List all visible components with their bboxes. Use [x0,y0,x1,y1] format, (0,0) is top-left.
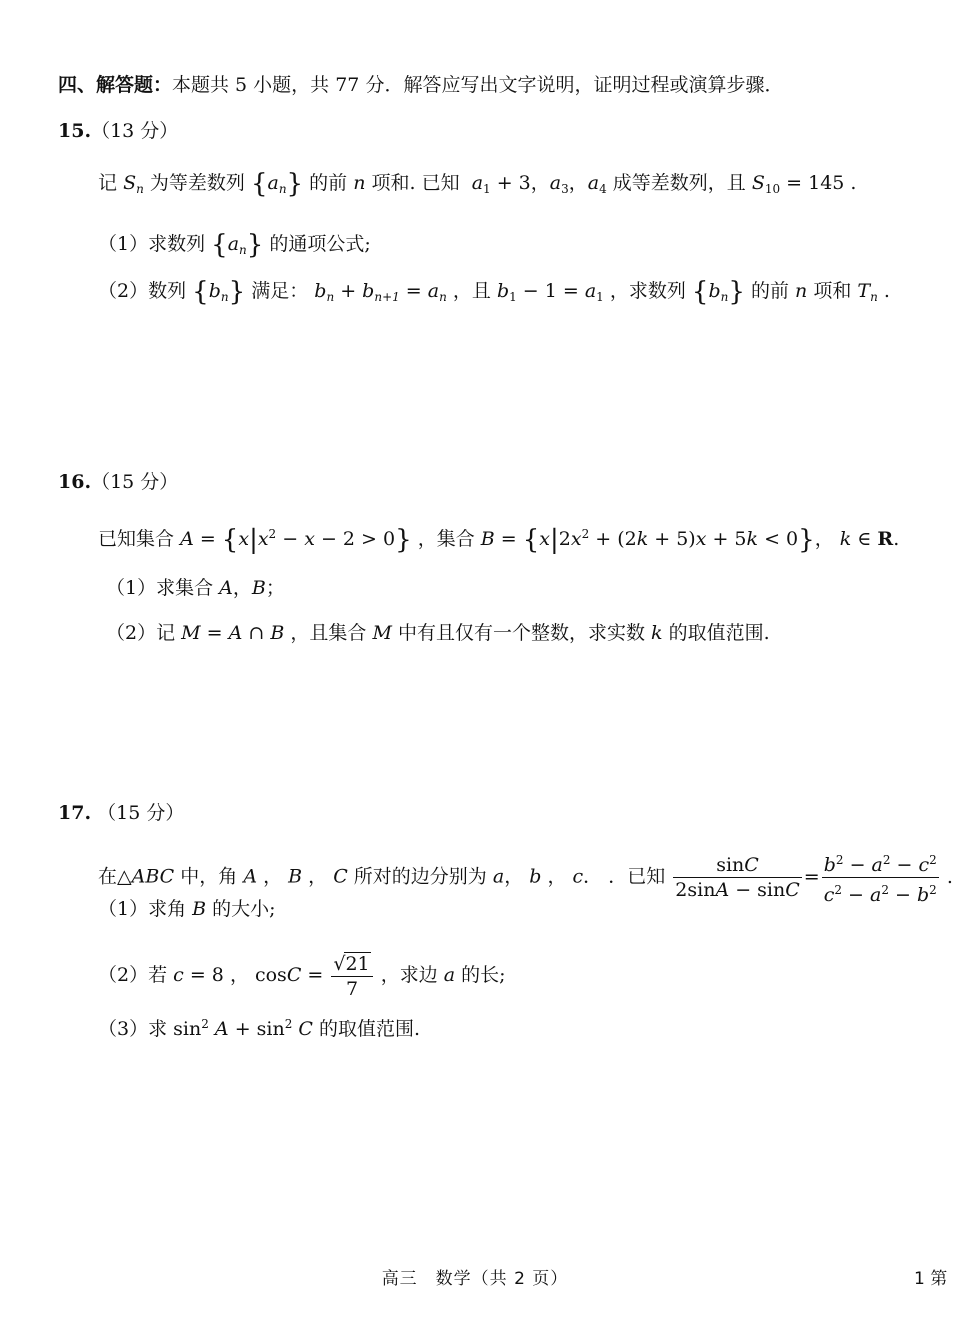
math-M: M = A ∩ B [181,622,285,644]
q17-stem-text: 在△ [98,865,132,888]
part-text: 求角 [148,898,187,920]
math-AB: A，B； [219,577,285,599]
part-text: 求数列 [148,233,206,255]
math-angles: A ， B ， C [243,865,348,888]
section-intro: 本题共 5 小题，共 77 分．解答应写出文字说明，证明过程或演算步骤． [172,74,784,96]
part-text: 的前 [750,280,789,302]
section-title: 四、解答题： [58,74,173,96]
math-bn-set: $\{b_n\}$ [691,277,745,307]
part-text: 的大小; [212,898,276,920]
q15-number: 15. [58,120,92,142]
q17-stem-text: 所对的边分别为 [353,865,487,888]
part-text: ，求边 [380,964,438,986]
part-text: 记 [156,622,176,644]
q16-stem-text: 已知集合 [98,528,175,550]
math-terms: $a_1 + 3$，$a_3$，$a_4$ [471,172,607,196]
q16-stem [98,521,899,553]
part-text: 项和 [813,280,852,302]
part-text: 满足： [251,280,309,302]
q17-part2 [98,952,506,1000]
page-footer: 高三 数学（共 2 页） [381,1269,569,1289]
part-text: 若 [148,964,168,986]
math-given-ratio: $\frac{\sin C}{2\sin A - \sin C}$ = $\frac{b^2 - a^2 - c^2}{c^2 - a^2 - b^2}$ . [671,866,953,888]
section-heading [58,72,783,98]
part-text: ，求数列 [609,280,686,302]
part-text: ，且集合 [290,622,367,644]
math-Sn: $S_n$ [123,172,144,196]
q17-number: 17. [58,802,92,824]
q15-stem-text: 记 [98,172,118,194]
q17-stem-text: 中，角 [180,865,238,888]
part-text: 求 [148,1018,168,1040]
math-c-cosC: c = 8 ， cosC = $\frac{√21}{7}$ [173,964,375,986]
q15-stem-text: 成等差数列，且 [612,172,746,194]
q17-part3 [98,1011,420,1042]
part-text: 的通项公式; [269,233,371,255]
part-label: （1） [106,577,157,599]
math-sides: a， b ， c． [492,865,603,888]
part-text: 中有且仅有一个整数，求实数 [397,622,645,644]
math-Tn: $T_n$ [857,280,878,304]
q15-part2: （2）数列 $\{b_n\}$ 满足： $b_n + b_{n+1} = a_n$ ，且 $b_1 - 1 = a_1$ ，求数列 $\{b_n\}$ 的前 n 项和 $T_n$ . [98,277,890,307]
q16-score: （15 分） [91,471,179,493]
part-text: ，且 [452,280,491,302]
math-bn-set: $\{b_n\}$ [192,277,246,307]
q16-stem-text: ，集合 [417,528,475,550]
part-text: 的取值范围. [319,1018,421,1040]
part-label: （2） [98,964,149,986]
q16-part2 [106,620,770,646]
math-recurrence: $b_n + b_{n+1} = a_n$ [314,280,447,304]
math-M-var: M [372,622,392,644]
math-k: k [651,622,663,644]
math-b1: $b_1 - 1 = a_1$ [496,280,604,304]
q17-header [58,800,184,826]
q15-stem-text: 的前 [309,172,348,194]
q15-header [58,118,178,144]
q17-score: （15 分） [97,802,185,824]
q17-part1 [98,896,276,922]
q15-score: （13 分） [91,120,179,142]
q15-stem [98,170,856,202]
q16-header [58,469,178,495]
math-an-set: $\{a_n\}$ [211,230,264,260]
math-S10: $S_{10} = 145$ . [751,172,857,196]
q17-stem-text: ．已知 [608,865,666,888]
part-text: 的取值范围. [668,622,770,644]
math-n: n [795,280,808,302]
math-ABC: ABC [131,865,175,888]
part-label: （1） [98,898,149,920]
math-sin-sum: $\sin^2 A + \sin^2 C$ [173,1017,313,1040]
part-label: （1） [98,233,149,255]
q15-part1 [98,231,371,263]
q15-stem-text: 项和. 已知 [371,172,460,194]
part-text: 数列 [148,280,187,302]
q16-part1 [106,575,285,601]
math-set-A: $A = \{x|x^2 - x - 2 > 0\}$ [180,525,412,555]
part-label: （2） [106,622,157,644]
math-B: B [192,898,207,920]
math-n: n [353,172,366,194]
math-an-set: $\{a_n\}$ [250,169,304,199]
part-text: 的长; [461,964,506,986]
part-label: （3） [98,1018,149,1040]
math-set-B: $B = \{x|2x^2 + (2k + 5)x + 5k < 0\}$， k ∈ R. [480,525,900,555]
part-text: 求集合 [156,577,214,599]
part-label: （2） [98,280,149,302]
q16-number: 16. [58,471,92,493]
q15-stem-text: 为等差数列 [149,172,245,194]
page-number: 1 第 [914,1269,948,1289]
math-a: a [443,964,456,986]
